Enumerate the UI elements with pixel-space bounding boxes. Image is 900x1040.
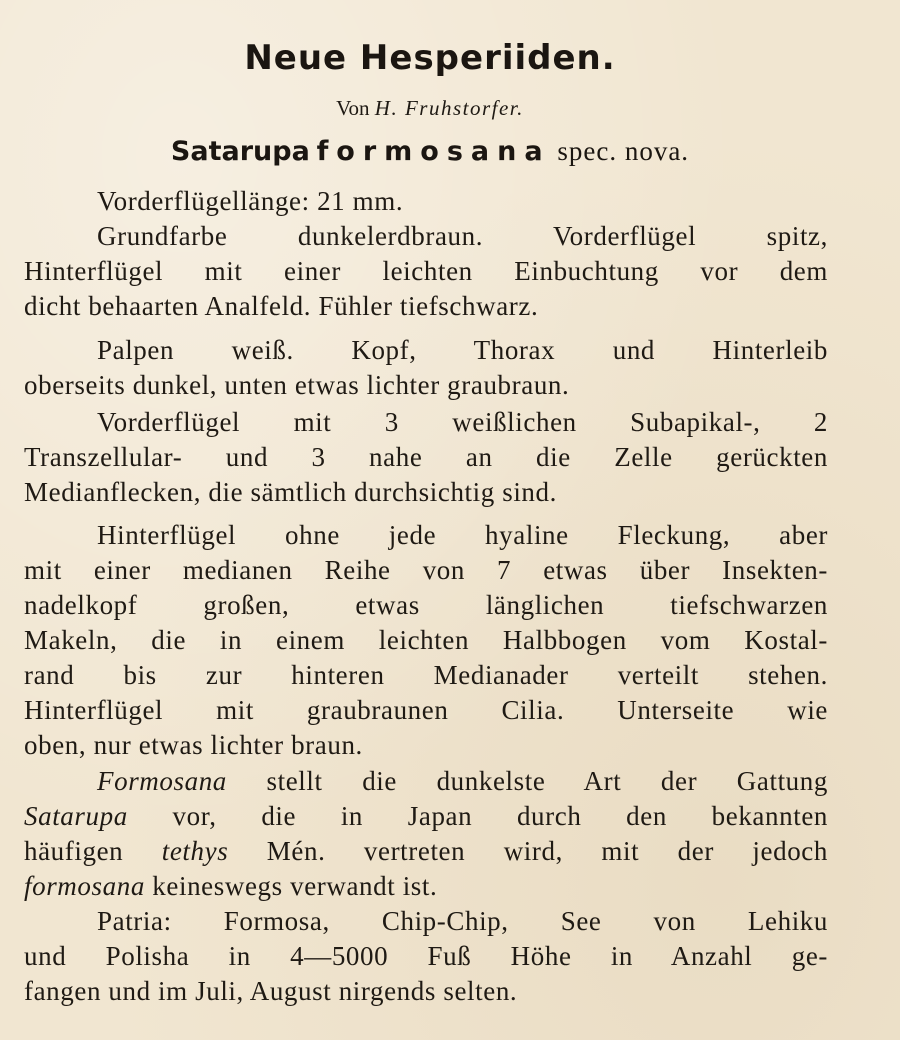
text-line: fangen und im Juli, August nirgends selten.: [24, 976, 518, 1006]
text-run: Mén. vertreten wird, mit der jedoch: [266, 836, 828, 866]
byline-prefix: Von: [336, 96, 370, 120]
text-line: Hinterflügel ohne jede hyaline Fleckung, aber: [97, 520, 828, 550]
text-line: Hinterflügel mit graubraunen Cilia. Unterseite wie: [24, 695, 828, 725]
text-line: Hinterflügel mit einer leichten Einbuchtung vor dem: [24, 256, 828, 286]
italic-genus-name: Satarupa: [24, 801, 128, 831]
text-run: keineswegs verwandt ist.: [152, 871, 438, 901]
text-line: Grundfarbe dunkelerdbraun. Vorderflügel spitz,: [97, 221, 828, 251]
text-line: mit einer medianen Reihe von 7 etwas über Insekten-: [24, 555, 828, 585]
text-line: [24, 764, 828, 799]
italic-species-name: Formosana: [97, 766, 227, 796]
text-line: nadelkopf großen, etwas länglichen tiefschwarzen: [24, 590, 828, 620]
page-title: Neue Hesperiiden.: [244, 38, 616, 78]
text-line: [24, 799, 828, 834]
species-epithet: formosana: [316, 136, 551, 167]
byline-author: H. Fruhstorfer.: [374, 96, 524, 120]
species-suffix: spec. nova.: [557, 136, 690, 166]
byline: [0, 96, 860, 121]
text-line: [24, 834, 828, 869]
text-line: Vorderflügellänge: 21 mm.: [97, 186, 404, 216]
species-heading: [0, 136, 860, 167]
paragraph-ground-color: [24, 219, 828, 324]
text-line: Vorderflügel mit 3 weißlichen Subapikal-, 2: [97, 407, 828, 437]
text-run: häufigen: [24, 836, 124, 866]
text-line: und Polisha in 4—5000 Fuß Höhe in Anzahl ge-: [24, 941, 828, 971]
paragraph-forewing-length: [24, 184, 828, 219]
text-line: Medianflecken, die sämtlich durchsichtig sind.: [24, 477, 557, 507]
text-line: Patria: Formosa, Chip-Chip, See von Lehiku: [97, 906, 828, 936]
text-run: vor, die in Japan durch den bekannten: [172, 801, 828, 831]
species-genus: Satarupa: [170, 136, 310, 167]
paragraph-palpi: [24, 333, 828, 403]
italic-species-name: formosana: [24, 871, 145, 901]
text-line: oberseits dunkel, unten etwas lichter graubraun.: [24, 370, 570, 400]
text-line: oben, nur etwas lichter braun.: [24, 730, 363, 760]
paragraph-hindwing: [24, 518, 828, 763]
text-line: Makeln, die in einem leichten Halbbogen vom Kostal-: [24, 625, 828, 655]
paragraph-patria: [24, 904, 828, 1009]
text-line: Transzellular- und 3 nahe an die Zelle gerückten: [24, 442, 828, 472]
text-line: dicht behaarten Analfeld. Fühler tiefschwarz.: [24, 291, 539, 321]
text-line: [24, 869, 828, 904]
text-line: Palpen weiß. Kopf, Thorax und Hinterleib: [97, 335, 828, 365]
text-run: stellt die dunkelste Art der Gattung: [266, 766, 828, 796]
text-line: rand bis zur hinteren Medianader verteilt stehen.: [24, 660, 828, 690]
italic-species-name: tethys: [161, 836, 229, 866]
paragraph-forewing-spots: [24, 405, 828, 510]
paragraph-comparison: [24, 764, 828, 904]
